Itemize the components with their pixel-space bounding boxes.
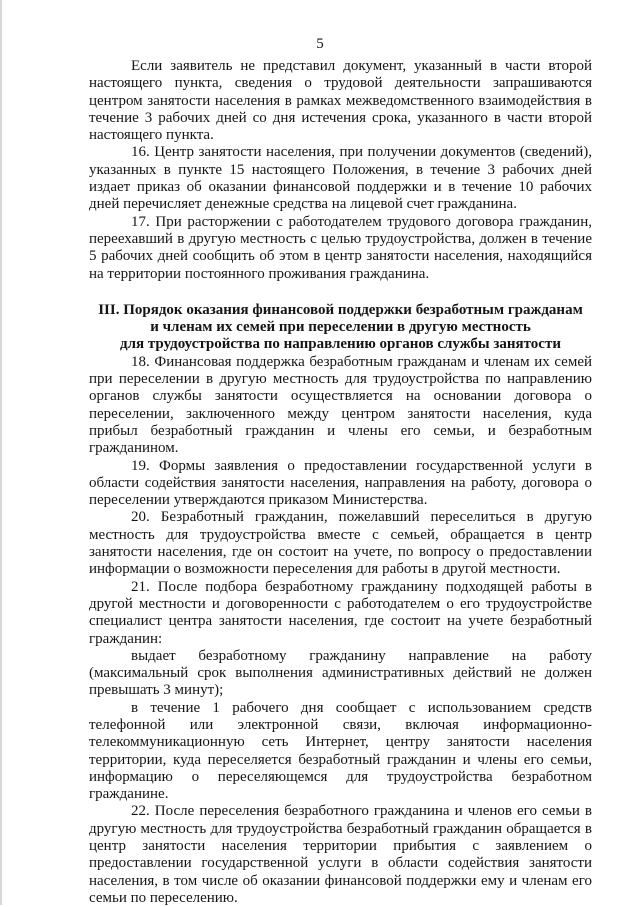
paragraph-21-item-1: выдает безработному гражданину направление на работу (максимальный срок выполнения административных действий не должен превышать 3 минут); — [89, 647, 592, 699]
paragraph-16: 16. Центр занятости населения, при получении документов (сведений), указанных в пункте 15 настоящего Положения, в течение 3 рабочих дней издает приказ об оказании финансовой поддержки и в течение 10 рабочих дней перечисляет денежные средства на лицевой счет гражданина. — [89, 144, 592, 213]
paragraph-22: 22. После переселения безработного гражданина и членов его семьи в другую местность для трудоустройства безработный гражданин обращается в центр занятости населения территории прибытия с заявлением о предоставлении государственной услуги в области содействия занятости населения, в том числе об оказании финансовой поддержки ему и членам его семьи по переселению. — [89, 803, 592, 906]
paragraph-applicant-document: Если заявитель не представил документ, указанный в части второй настоящего пункта, сведения о трудовой деятельности запрашиваются центром занятости населения в рамках межведомственного взаимодействия в течение 3 рабочих дней со дня истечения срока, указанного в части второй настоящего пункта. — [89, 58, 592, 144]
paragraph-18: 18. Финансовая поддержка безработным гражданам и членам их семей при переселении в другую местность для трудоустройства по направлению органов службы занятости осуществляется на основании договора о переселении, заключенного между центром занятости населения, куда прибыл безработный гражданин и члены его семьи, и безработным гражданином. — [89, 353, 592, 457]
page-number: 5 — [316, 36, 324, 52]
section-heading — [89, 302, 592, 354]
section-heading-line-3: для трудоустройства по направлению органов службы занятости — [120, 336, 561, 353]
document-body — [89, 58, 592, 907]
paragraph-19: 19. Формы заявления о предоставлении государственной услуги в области содействия занятости населения, направления на работу, договора о переселении утверждаются приказом Министерства. — [89, 457, 592, 509]
section-heading-line-1: III. Порядок оказания финансовой поддержки безработным гражданам — [98, 301, 583, 318]
section-heading-line-2: и членам их семей при переселении в другую местность — [150, 319, 531, 336]
paragraph-21-item-2: в течение 1 рабочего дня сообщает с использованием средств телефонной или электронной связи, включая информационно-телекоммуникационную сеть Интернет, центру занятости населения территории, куда переселяется безработный гражданин и члены его семьи, информацию о переселяющемся для трудоустройства безработном гражданине. — [89, 699, 592, 803]
scan-edge — [0, 0, 2, 905]
paragraph-20: 20. Безработный гражданин, пожелавший переселиться в другую местность для трудоустройства вместе с семьей, обращается в центр занятости населения, где он состоит на учете, по вопросу о предоставлении информации о возможности переселения для работы в другой местности. — [89, 509, 592, 578]
paragraph-17: 17. При расторжении с работодателем трудового договора гражданин, переехавший в другую местность с целью трудоустройства, должен в течение 5 рабочих дней сообщить об этом в центр занятости населения, находящийся на территории постоянного проживания гражданина. — [89, 213, 592, 282]
paragraph-21: 21. После подбора безработному гражданину подходящей работы в другой местности и договоренности с работодателем о его трудоустройстве специалист центра занятости населения, где состоит на учете безработный гражданин: — [89, 578, 592, 647]
